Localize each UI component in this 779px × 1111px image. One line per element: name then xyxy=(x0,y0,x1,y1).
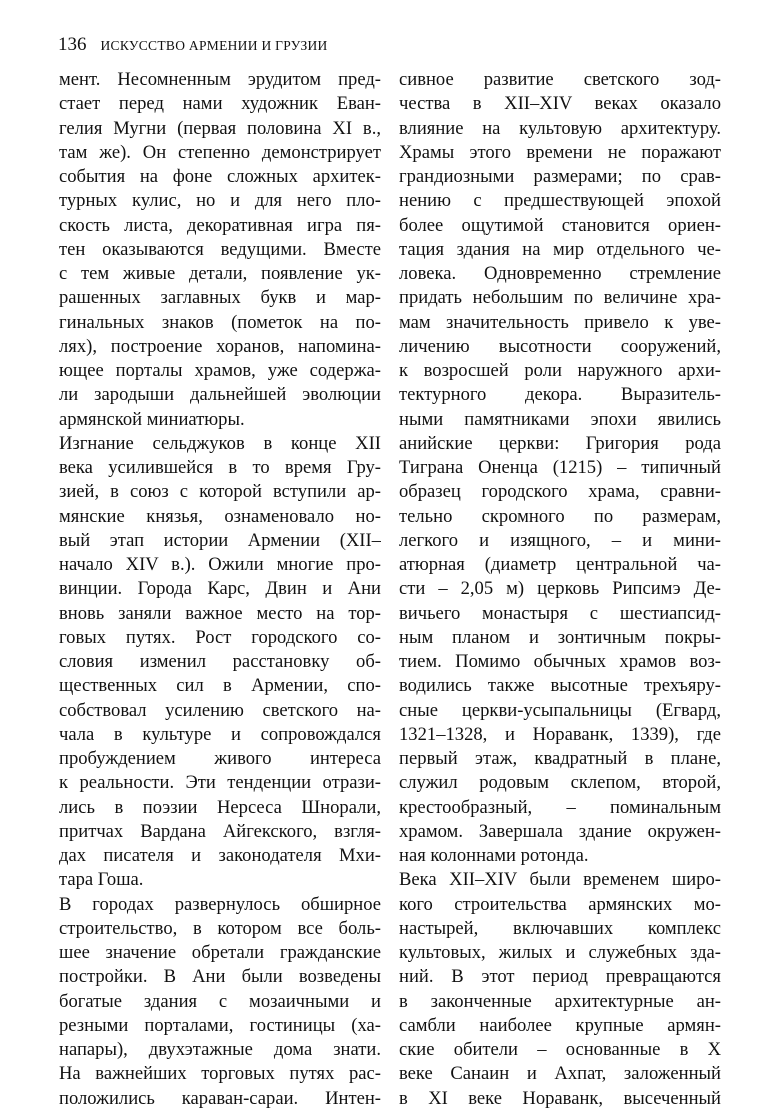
text-line: гелия Мугни (первая половина XI в., xyxy=(59,117,381,139)
text-line: анийские церкви: Григория рода xyxy=(399,432,721,454)
text-line: веке Санаин и Ахпат, заложенный xyxy=(399,1063,721,1085)
text-line: ний. В этот период превращаются xyxy=(399,966,721,988)
text-line: гинальных знаков (пометок на по- xyxy=(59,311,381,333)
text-line: рашенных заглавных букв и мар- xyxy=(59,287,381,309)
text-line: сивное развитие светского зод- xyxy=(399,69,721,90)
text-line: шее значение обретали гражданские xyxy=(59,942,381,963)
text-line: культовых, жилых и служебных зда- xyxy=(399,942,721,963)
text-line: в законченные архитектурные ан- xyxy=(399,990,721,1012)
page-number: 136 xyxy=(58,34,87,55)
text-line: к возросшей роли наружного архи- xyxy=(399,360,721,381)
text-line: храмом. Завершала здание окружен- xyxy=(399,820,721,842)
text-line: постройки. В Ани были возведены xyxy=(59,966,381,988)
text-line: Тиграна Оненца (1215) – типичный xyxy=(399,457,721,478)
text-line: щественных сил в Армении, спо- xyxy=(59,675,381,697)
text-line: водились также высотные трехъяру- xyxy=(399,675,721,697)
text-line: вновь заняли важное место на тор- xyxy=(59,602,381,624)
text-line: тен оказываются ведущими. Вместе xyxy=(59,238,381,260)
text-line: ная колоннами ротонда. xyxy=(399,845,589,866)
text-line: стает перед нами художник Еван- xyxy=(59,93,381,115)
text-column-right xyxy=(399,68,721,1111)
text-line: притчах Вардана Айгекского, взгля- xyxy=(59,820,381,842)
text-line: придать небольшим по величине хра- xyxy=(399,287,721,309)
text-line: с тем живые детали, появление ук- xyxy=(59,263,381,284)
text-line: армянской миниатюры. xyxy=(59,408,245,430)
text-line: сные церкви-усыпальницы (Егвард, xyxy=(399,699,721,721)
text-line: более ощутимой становится ориен- xyxy=(399,214,721,236)
text-line: тара Гоша. xyxy=(59,869,144,891)
text-line: чала в культуре и сопровождался xyxy=(59,723,381,745)
text-line: винции. Города Карс, Двин и Ани xyxy=(59,578,381,600)
text-line: мам значительность привело к уве- xyxy=(399,311,721,333)
text-line: резными порталами, гостиницы (ха- xyxy=(59,1014,381,1036)
text-line: дах писателя и законодателя Мхи- xyxy=(59,845,381,866)
text-line: лись в поэзии Нерсеса Шнорали, xyxy=(59,796,381,818)
text-column-left xyxy=(59,68,381,1111)
text-line: начало XIV в.). Ожили многие про- xyxy=(59,554,381,575)
text-line: ловека. Одновременно стремление xyxy=(399,263,721,284)
text-line: чества в XII–XIV веках оказало xyxy=(399,93,721,115)
text-line: первый этаж, квадратный в плане, xyxy=(399,748,721,769)
text-line: служил родовым склепом, второй, xyxy=(399,772,721,794)
text-line: настырей, включавших комплекс xyxy=(399,917,721,939)
text-line: атюрная (диаметр центральной ча- xyxy=(399,554,721,575)
text-line: 1321–1328, и Нораванк, 1339), где xyxy=(399,723,721,745)
text-line: тация здания на мир отдельного че- xyxy=(399,238,721,260)
text-line: строительство, в котором все боль- xyxy=(59,917,381,939)
text-line: образец городского храма, сравни- xyxy=(399,481,721,503)
text-line: легкого и изящного, – и мини- xyxy=(399,529,721,551)
text-line: личению высотности сооружений, xyxy=(399,335,721,357)
text-line: положились караван-сараи. Интен- xyxy=(59,1087,381,1109)
text-line: там же). Он степенно демонстрирует xyxy=(59,141,381,163)
text-line: события на фоне сложных архитек- xyxy=(59,166,381,187)
text-line: грандиозными размерами; по срав- xyxy=(399,166,721,187)
text-line: турных кулис, но и для него пло- xyxy=(59,190,381,212)
text-line: лях), построение хоранов, напомина- xyxy=(59,335,381,357)
text-line: скость листа, декоративная игра пя- xyxy=(59,214,381,236)
text-line: мент. Несомненным эрудитом пред- xyxy=(59,69,381,90)
running-title: ИСКУССТВО АРМЕНИИ И ГРУЗИИ xyxy=(100,38,328,53)
text-line: самбли наиболее крупные армян- xyxy=(399,1014,721,1036)
text-line: ли зародыши дальнейшей эволюции xyxy=(59,384,381,406)
text-line: в XI веке Нораванк, высеченный xyxy=(399,1087,721,1109)
text-line: Изгнание сельджуков в конце XII xyxy=(59,432,381,454)
text-line: к реальности. Эти тенденции отрази- xyxy=(59,772,381,794)
text-line: собствовал усилению светского на- xyxy=(59,699,381,721)
text-line: зией, в союз с которой вступили ар- xyxy=(59,481,381,503)
text-line: сти – 2,05 м) церковь Рипсимэ Де- xyxy=(399,578,721,600)
text-line: тельно скромного по размерам, xyxy=(399,505,721,527)
text-line: ными памятниками эпохи явились xyxy=(399,408,721,430)
text-line: словия изменил расстановку об- xyxy=(59,651,381,672)
text-line: вый этап истории Армении (XII– xyxy=(59,529,381,551)
text-line: века усилившейся в то время Гру- xyxy=(59,457,381,478)
text-line: крестообразный, – поминальным xyxy=(399,796,721,818)
text-line: кого строительства армянских мо- xyxy=(399,893,721,915)
text-line: напары), двухэтажные дома знати. xyxy=(59,1039,381,1060)
text-line: говых путях. Рост городского со- xyxy=(59,626,381,648)
text-line: ным планом и зонтичным покры- xyxy=(399,626,721,648)
text-line: ющее порталы храмов, уже содержа- xyxy=(59,360,381,381)
page-header xyxy=(58,34,728,56)
text-line: В городах развернулось обширное xyxy=(59,893,381,915)
text-line: На важнейших торговых путях рас- xyxy=(59,1063,381,1085)
text-line: ские обители – основанные в X xyxy=(399,1039,721,1060)
text-line: тектурного декора. Выразитель- xyxy=(399,384,721,406)
text-line: тием. Помимо обычных храмов воз- xyxy=(399,651,721,672)
text-line: мянские князья, ознаменовало но- xyxy=(59,505,381,527)
text-line: Века XII–XIV были временем широ- xyxy=(399,869,721,891)
text-line: Храмы этого времени не поражают xyxy=(399,141,721,163)
text-line: нению с предшествующей эпохой xyxy=(399,190,721,212)
text-line: влияние на культовую архитектуру. xyxy=(399,117,721,139)
text-line: вичьего монастыря с шестиапсид- xyxy=(399,602,721,624)
text-line: пробуждением живого интереса xyxy=(59,748,381,769)
text-line: богатые здания с мозаичными и xyxy=(59,990,381,1012)
